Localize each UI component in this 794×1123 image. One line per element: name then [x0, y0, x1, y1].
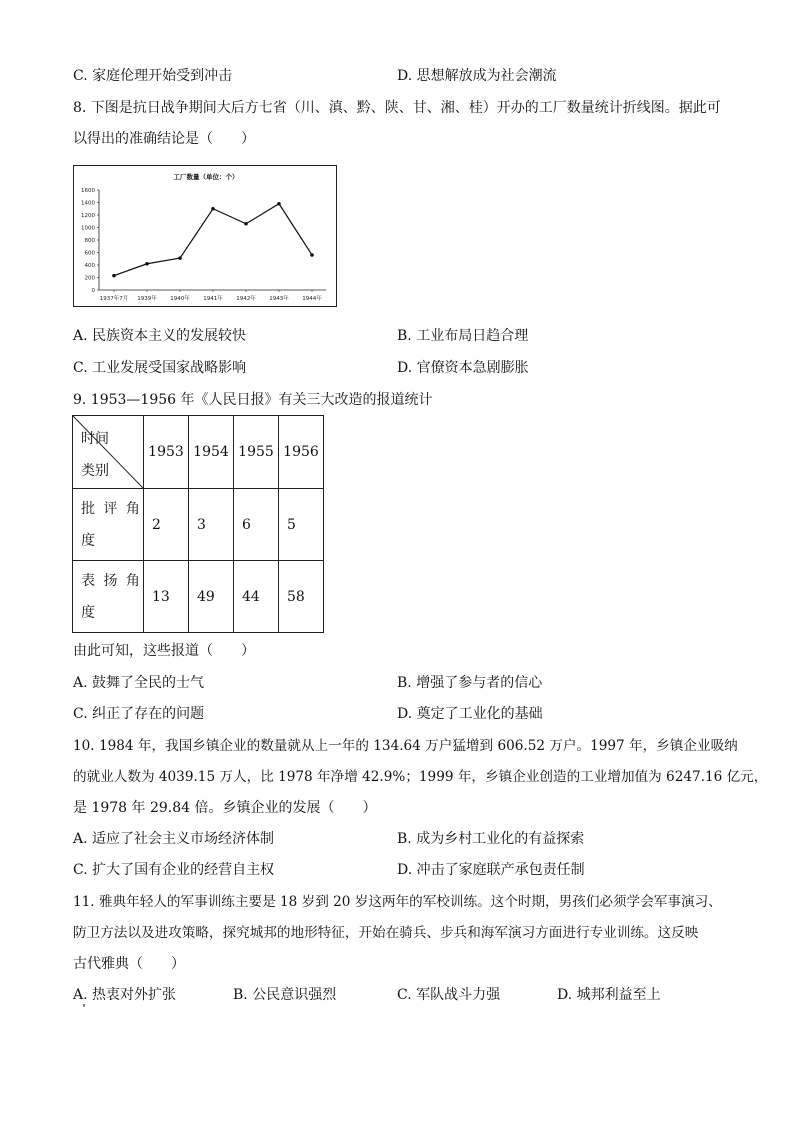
table-corner-cell — [73, 416, 144, 489]
y-tick-label: 400 — [84, 263, 95, 269]
table-cell: 3 — [189, 489, 234, 561]
q11-option-a: A. 热衷对外扩张 — [73, 987, 177, 1003]
q8-option-a: A. 民族资本主义的发展较快 — [73, 328, 247, 344]
q8-option-d: D. 官僚资本急剧膨胀 — [397, 360, 529, 376]
q8-stem-line1: 8. 下图是抗日战争期间大后方七省（川、滇、黔、陕、甘、湘、桂）开办的工厂数量统计折线图。据此可 — [73, 100, 721, 116]
data-point — [310, 253, 314, 257]
year-header: 1953 — [144, 416, 189, 489]
q10-line3: 是 1978 年 29.84 倍。乡镇企业的发展（ ） — [73, 800, 377, 816]
year-header: 1954 — [189, 416, 234, 489]
q7-option-c: C. 家庭伦理开始受到冲击 — [73, 68, 233, 84]
y-tick-label: 800 — [84, 238, 95, 244]
q10-line2: 的就业人数为 4039.15 万人，比 1978 年净增 42.9%；1999 年，乡镇企业创造的工业增加值为 6247.16 亿元， — [73, 769, 768, 785]
q9-option-a: A. 鼓舞了全民的士气 — [73, 675, 205, 691]
q10-option-c: C. 扩大了国有企业的经营自主权 — [73, 862, 275, 878]
y-tick-label: 1400 — [81, 200, 95, 207]
y-tick-label: 600 — [84, 250, 95, 257]
q8-option-b: B. 工业布局日趋合理 — [397, 328, 529, 344]
table-cell: 58 — [279, 561, 324, 633]
table-cell: 6 — [234, 489, 279, 561]
data-point — [145, 262, 149, 266]
x-tick-label: 1940年 — [170, 296, 190, 302]
row-label-line: 表 扬 角 — [81, 572, 142, 589]
q8-option-c: C. 工业发展受国家战略影响 — [73, 360, 247, 376]
data-point — [178, 256, 182, 260]
q11-option-b: B. 公民意识强烈 — [233, 987, 337, 1003]
row-label-criticism — [73, 489, 144, 561]
corner-label-time: 时间 — [81, 431, 109, 447]
q9-option-c: C. 纠正了存在的问题 — [73, 706, 205, 722]
row-label-praise — [73, 561, 144, 633]
table-cell: 44 — [234, 561, 279, 633]
q11-line2: 防卫方法以及进攻策略，探究城邦的地形特征，开始在骑兵、步兵和海军演习方面进行专业训练。这反映 — [73, 925, 699, 941]
y-tick-label: 0 — [91, 288, 95, 294]
table-cell: 2 — [144, 489, 189, 561]
q11-option-d: D. 城邦利益至上 — [557, 987, 661, 1003]
data-point — [244, 222, 248, 226]
q10-line1: 10. 1984 年，我国乡镇企业的数量就从上一年的 134.64 万户猛增到 606.52 万户。1997 年，乡镇企业吸纳 — [73, 738, 738, 754]
row-label-line: 度 — [81, 604, 97, 621]
q10-option-a: A. 适应了社会主义市场经济体制 — [73, 831, 275, 847]
table-cell: 13 — [144, 561, 189, 633]
row-label-line: 批 评 角 — [81, 500, 142, 517]
y-tick-label: 200 — [84, 275, 95, 282]
q11-line1: 11. 雅典年轻人的军事训练主要是 18 岁到 20 岁这两年的军校训练。这个时期，男孩们必须学会军事演习、 — [73, 894, 722, 910]
data-point — [277, 202, 281, 206]
q11-line3: 古代雅典（ ） — [73, 956, 185, 972]
x-tick-label: 1942年 — [236, 296, 256, 302]
data-point — [112, 274, 116, 278]
q9-stem: 9. 1953—1956 年《人民日报》有关三大改造的报道统计 — [73, 392, 433, 408]
x-tick-label: 1941年 — [203, 296, 223, 302]
q10-option-d: D. 冲击了家庭联产承包责任制 — [397, 862, 585, 878]
data-point — [211, 207, 215, 211]
y-tick-label: 1600 — [81, 188, 95, 194]
q9-option-b: B. 增强了参与者的信心 — [397, 675, 543, 691]
corner-label-category: 类别 — [81, 463, 109, 479]
table-cell: 5 — [279, 489, 324, 561]
q9-option-d: D. 奠定了工业化的基础 — [397, 706, 543, 722]
table-row — [73, 561, 324, 633]
series-line — [114, 204, 312, 276]
x-tick-label: 1943年 — [269, 296, 289, 302]
scan-mark — [83, 1004, 85, 1007]
x-tick-label: 1937年7月 — [99, 296, 129, 302]
row-label-line: 度 — [81, 532, 97, 549]
table-row — [73, 489, 324, 561]
x-tick-label: 1944年 — [302, 296, 322, 302]
q10-option-b: B. 成为乡村工业化的有益探索 — [397, 831, 585, 847]
table-cell: 49 — [189, 561, 234, 633]
q8-stem-line2: 以得出的准确结论是（ ） — [73, 131, 255, 147]
chart-title: 工厂数量（单位：个） — [173, 173, 239, 181]
report-stats-table — [72, 415, 324, 633]
y-tick-label: 1000 — [81, 225, 95, 232]
year-header: 1956 — [279, 416, 324, 489]
y-tick-label: 1200 — [81, 213, 95, 219]
q7-option-d: D. 思想解放成为社会潮流 — [397, 68, 557, 84]
table-header-row — [73, 416, 324, 489]
factory-count-line-chart — [73, 165, 337, 307]
q9-follow: 由此可知，这些报道（ ） — [73, 643, 255, 659]
q11-option-c: C. 军队战斗力强 — [397, 987, 501, 1003]
year-header: 1955 — [234, 416, 279, 489]
x-tick-label: 1939年 — [137, 296, 157, 302]
